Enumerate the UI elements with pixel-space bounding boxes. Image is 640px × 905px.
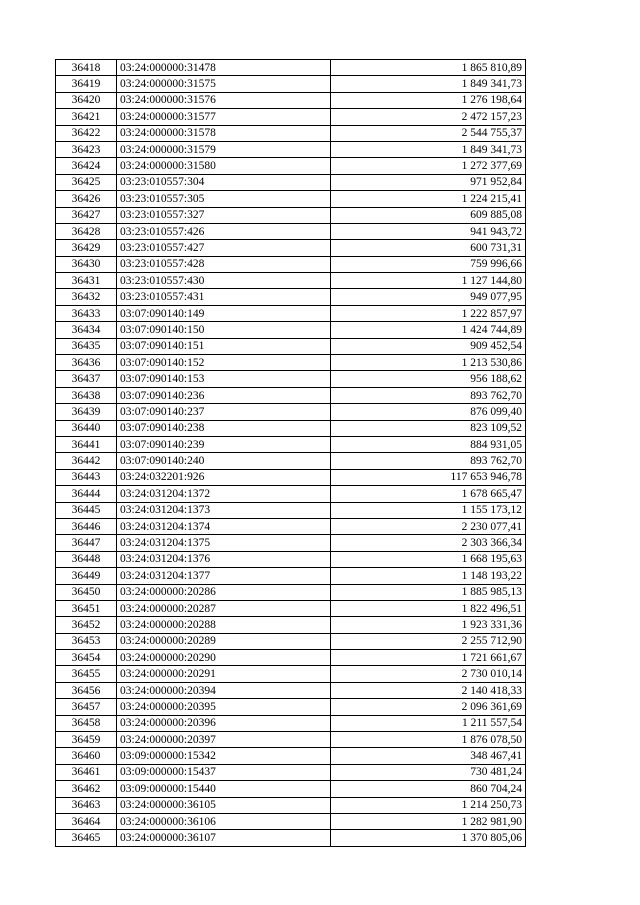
cadastral-value-cell: 1 865 810,89 — [331, 60, 526, 76]
row-number-cell: 36418 — [56, 60, 117, 76]
cadastral-number-cell: 03:24:000000:20290 — [117, 650, 331, 666]
cadastral-value-cell: 2 255 712,90 — [331, 633, 526, 649]
cadastral-value-cell: 1 370 805,06 — [331, 830, 526, 846]
row-number-cell: 36432 — [56, 289, 117, 305]
table-row — [56, 289, 526, 305]
row-number-cell: 36463 — [56, 797, 117, 813]
cadastral-value-cell: 1 148 193,22 — [331, 568, 526, 584]
table-row — [56, 141, 526, 157]
cadastral-number-cell: 03:24:000000:20286 — [117, 584, 331, 600]
cadastral-value-cell: 1 678 665,47 — [331, 486, 526, 502]
cadastral-value-cell: 2 544 755,37 — [331, 125, 526, 141]
table-row — [56, 797, 526, 813]
row-number-cell: 36426 — [56, 191, 117, 207]
row-number-cell: 36465 — [56, 830, 117, 846]
cadastral-number-cell: 03:09:000000:15437 — [117, 764, 331, 780]
row-number-cell: 36460 — [56, 748, 117, 764]
cadastral-number-cell: 03:24:000000:31578 — [117, 125, 331, 141]
table-row — [56, 174, 526, 190]
table-row — [56, 158, 526, 174]
cadastral-number-cell: 03:24:000000:31579 — [117, 141, 331, 157]
table-row — [56, 223, 526, 239]
table-row — [56, 240, 526, 256]
cadastral-value-cell: 2 303 366,34 — [331, 535, 526, 551]
table-row — [56, 338, 526, 354]
cadastral-number-cell: 03:24:031204:1377 — [117, 568, 331, 584]
table-row — [56, 371, 526, 387]
row-number-cell: 36425 — [56, 174, 117, 190]
cadastral-value-cell: 1 849 341,73 — [331, 76, 526, 92]
cadastral-number-cell: 03:24:000000:36107 — [117, 830, 331, 846]
cadastral-number-cell: 03:07:090140:236 — [117, 387, 331, 403]
cadastral-value-cell: 1 282 981,90 — [331, 813, 526, 829]
row-number-cell: 36458 — [56, 715, 117, 731]
cadastral-value-cell: 1 213 530,86 — [331, 355, 526, 371]
table-row — [56, 518, 526, 534]
cadastral-number-cell: 03:23:010557:305 — [117, 191, 331, 207]
cadastral-value-cell: 1 668 195,63 — [331, 551, 526, 567]
table-row — [56, 650, 526, 666]
cadastral-value-cell: 1 424 744,89 — [331, 322, 526, 338]
cadastral-number-cell: 03:24:000000:31478 — [117, 60, 331, 76]
cadastral-value-cell: 348 467,41 — [331, 748, 526, 764]
cadastral-value-cell: 876 099,40 — [331, 404, 526, 420]
cadastral-value-cell: 1 849 341,73 — [331, 141, 526, 157]
table-row — [56, 256, 526, 272]
cadastral-number-cell: 03:09:000000:15342 — [117, 748, 331, 764]
cadastral-number-cell: 03:07:090140:151 — [117, 338, 331, 354]
cadastral-number-cell: 03:24:000000:20288 — [117, 617, 331, 633]
table-row — [56, 273, 526, 289]
row-number-cell: 36457 — [56, 699, 117, 715]
table-row — [56, 699, 526, 715]
table-row — [56, 125, 526, 141]
row-number-cell: 36461 — [56, 764, 117, 780]
cadastral-number-cell: 03:23:010557:428 — [117, 256, 331, 272]
row-number-cell: 36445 — [56, 502, 117, 518]
cadastral-value-cell: 1 222 857,97 — [331, 305, 526, 321]
cadastral-value-cell: 893 762,70 — [331, 387, 526, 403]
table-row — [56, 617, 526, 633]
row-number-cell: 36439 — [56, 404, 117, 420]
table-row — [56, 486, 526, 502]
row-number-cell: 36451 — [56, 600, 117, 616]
row-number-cell: 36442 — [56, 453, 117, 469]
cadastral-value-cell: 1 923 331,36 — [331, 617, 526, 633]
table-row — [56, 404, 526, 420]
table-row — [56, 109, 526, 125]
cadastral-number-cell: 03:24:032201:926 — [117, 469, 331, 485]
cadastral-number-cell: 03:24:000000:36105 — [117, 797, 331, 813]
cadastral-value-cell: 1 885 985,13 — [331, 584, 526, 600]
cadastral-number-cell: 03:09:000000:15440 — [117, 781, 331, 797]
table-row — [56, 584, 526, 600]
table-row — [56, 633, 526, 649]
cadastral-number-cell: 03:24:000000:20395 — [117, 699, 331, 715]
cadastral-value-cell: 1 272 377,69 — [331, 158, 526, 174]
cadastral-value-cell: 823 109,52 — [331, 420, 526, 436]
cadastral-number-cell: 03:07:090140:238 — [117, 420, 331, 436]
cadastral-number-cell: 03:23:010557:430 — [117, 273, 331, 289]
row-number-cell: 36430 — [56, 256, 117, 272]
table-row — [56, 436, 526, 452]
cadastral-number-cell: 03:24:000000:20289 — [117, 633, 331, 649]
table-row — [56, 92, 526, 108]
row-number-cell: 36443 — [56, 469, 117, 485]
table-row — [56, 715, 526, 731]
cadastral-value-cell: 1 155 173,12 — [331, 502, 526, 518]
cadastral-value-cell: 1 214 250,73 — [331, 797, 526, 813]
cadastral-value-cell: 1 721 661,67 — [331, 650, 526, 666]
cadastral-value-cell: 759 996,66 — [331, 256, 526, 272]
row-number-cell: 36427 — [56, 207, 117, 223]
row-number-cell: 36428 — [56, 223, 117, 239]
cadastral-value-cell: 1 211 557,54 — [331, 715, 526, 731]
row-number-cell: 36456 — [56, 682, 117, 698]
table-row — [56, 60, 526, 76]
cadastral-number-cell: 03:07:090140:239 — [117, 436, 331, 452]
cadastral-number-cell: 03:24:000000:31576 — [117, 92, 331, 108]
cadastral-number-cell: 03:07:090140:150 — [117, 322, 331, 338]
cadastral-number-cell: 03:24:000000:31580 — [117, 158, 331, 174]
row-number-cell: 36419 — [56, 76, 117, 92]
cadastral-value-cell: 2 472 157,23 — [331, 109, 526, 125]
cadastral-value-cell: 860 704,24 — [331, 781, 526, 797]
cadastral-number-cell: 03:24:031204:1374 — [117, 518, 331, 534]
table-row — [56, 322, 526, 338]
row-number-cell: 36431 — [56, 273, 117, 289]
row-number-cell: 36447 — [56, 535, 117, 551]
row-number-cell: 36435 — [56, 338, 117, 354]
row-number-cell: 36423 — [56, 141, 117, 157]
cadastral-number-cell: 03:24:031204:1373 — [117, 502, 331, 518]
table-row — [56, 355, 526, 371]
table-row — [56, 191, 526, 207]
row-number-cell: 36448 — [56, 551, 117, 567]
cadastral-number-cell: 03:07:090140:153 — [117, 371, 331, 387]
cadastral-number-cell: 03:24:000000:20287 — [117, 600, 331, 616]
table-row — [56, 600, 526, 616]
cadastral-value-cell: 609 885,08 — [331, 207, 526, 223]
table-row — [56, 453, 526, 469]
table-row — [56, 666, 526, 682]
row-number-cell: 36437 — [56, 371, 117, 387]
table-row — [56, 469, 526, 485]
cadastral-number-cell: 03:07:090140:240 — [117, 453, 331, 469]
row-number-cell: 36464 — [56, 813, 117, 829]
cadastral-value-cell: 971 952,84 — [331, 174, 526, 190]
cadastral-number-cell: 03:23:010557:327 — [117, 207, 331, 223]
cadastral-number-cell: 03:24:000000:36106 — [117, 813, 331, 829]
row-number-cell: 36434 — [56, 322, 117, 338]
cadastral-value-cell: 2 096 361,69 — [331, 699, 526, 715]
row-number-cell: 36424 — [56, 158, 117, 174]
cadastral-number-cell: 03:24:031204:1372 — [117, 486, 331, 502]
row-number-cell: 36452 — [56, 617, 117, 633]
cadastral-value-cell: 893 762,70 — [331, 453, 526, 469]
cadastral-number-cell: 03:24:031204:1375 — [117, 535, 331, 551]
table-row — [56, 305, 526, 321]
cadastral-value-cell: 956 188,62 — [331, 371, 526, 387]
row-number-cell: 36455 — [56, 666, 117, 682]
cadastral-value-cell: 1 276 198,64 — [331, 92, 526, 108]
row-number-cell: 36444 — [56, 486, 117, 502]
row-number-cell: 36459 — [56, 732, 117, 748]
table-row — [56, 748, 526, 764]
cadastral-number-cell: 03:24:000000:20291 — [117, 666, 331, 682]
cadastral-value-cell: 941 943,72 — [331, 223, 526, 239]
table-row — [56, 502, 526, 518]
cadastral-value-cell: 2 230 077,41 — [331, 518, 526, 534]
row-number-cell: 36441 — [56, 436, 117, 452]
cadastral-value-cell: 1 224 215,41 — [331, 191, 526, 207]
cadastral-number-cell: 03:23:010557:426 — [117, 223, 331, 239]
cadastral-number-cell: 03:24:000000:20394 — [117, 682, 331, 698]
cadastral-number-cell: 03:24:000000:31575 — [117, 76, 331, 92]
table-row — [56, 682, 526, 698]
cadastral-value-cell: 1 876 078,50 — [331, 732, 526, 748]
table-row — [56, 781, 526, 797]
row-number-cell: 36450 — [56, 584, 117, 600]
row-number-cell: 36433 — [56, 305, 117, 321]
cadastral-number-cell: 03:23:010557:431 — [117, 289, 331, 305]
table-body — [56, 60, 526, 847]
cadastral-number-cell: 03:24:031204:1376 — [117, 551, 331, 567]
row-number-cell: 36462 — [56, 781, 117, 797]
table-row — [56, 420, 526, 436]
table-row — [56, 76, 526, 92]
table-row — [56, 387, 526, 403]
cadastral-value-cell: 949 077,95 — [331, 289, 526, 305]
cadastral-number-cell: 03:24:000000:20397 — [117, 732, 331, 748]
cadastral-number-cell: 03:23:010557:427 — [117, 240, 331, 256]
row-number-cell: 36422 — [56, 125, 117, 141]
row-number-cell: 36438 — [56, 387, 117, 403]
row-number-cell: 36421 — [56, 109, 117, 125]
table-row — [56, 568, 526, 584]
row-number-cell: 36453 — [56, 633, 117, 649]
cadastral-number-cell: 03:07:090140:149 — [117, 305, 331, 321]
table-row — [56, 830, 526, 846]
row-number-cell: 36446 — [56, 518, 117, 534]
cadastral-value-cell: 600 731,31 — [331, 240, 526, 256]
cadastral-number-cell: 03:24:000000:31577 — [117, 109, 331, 125]
table-row — [56, 535, 526, 551]
cadastral-value-cell: 884 931,05 — [331, 436, 526, 452]
cadastral-value-table — [55, 59, 526, 847]
row-number-cell: 36440 — [56, 420, 117, 436]
row-number-cell: 36420 — [56, 92, 117, 108]
row-number-cell: 36436 — [56, 355, 117, 371]
cadastral-value-cell: 1 822 496,51 — [331, 600, 526, 616]
cadastral-value-cell: 909 452,54 — [331, 338, 526, 354]
row-number-cell: 36429 — [56, 240, 117, 256]
cadastral-number-cell: 03:07:090140:237 — [117, 404, 331, 420]
row-number-cell: 36454 — [56, 650, 117, 666]
cadastral-number-cell: 03:07:090140:152 — [117, 355, 331, 371]
cadastral-number-cell: 03:24:000000:20396 — [117, 715, 331, 731]
cadastral-number-cell: 03:23:010557:304 — [117, 174, 331, 190]
table-row — [56, 764, 526, 780]
cadastral-value-cell: 730 481,24 — [331, 764, 526, 780]
table-row — [56, 551, 526, 567]
table-row — [56, 732, 526, 748]
cadastral-value-cell: 1 127 144,80 — [331, 273, 526, 289]
table-row — [56, 207, 526, 223]
cadastral-value-cell: 117 653 946,78 — [331, 469, 526, 485]
row-number-cell: 36449 — [56, 568, 117, 584]
cadastral-value-cell: 2 730 010,14 — [331, 666, 526, 682]
cadastral-value-cell: 2 140 418,33 — [331, 682, 526, 698]
table-row — [56, 813, 526, 829]
